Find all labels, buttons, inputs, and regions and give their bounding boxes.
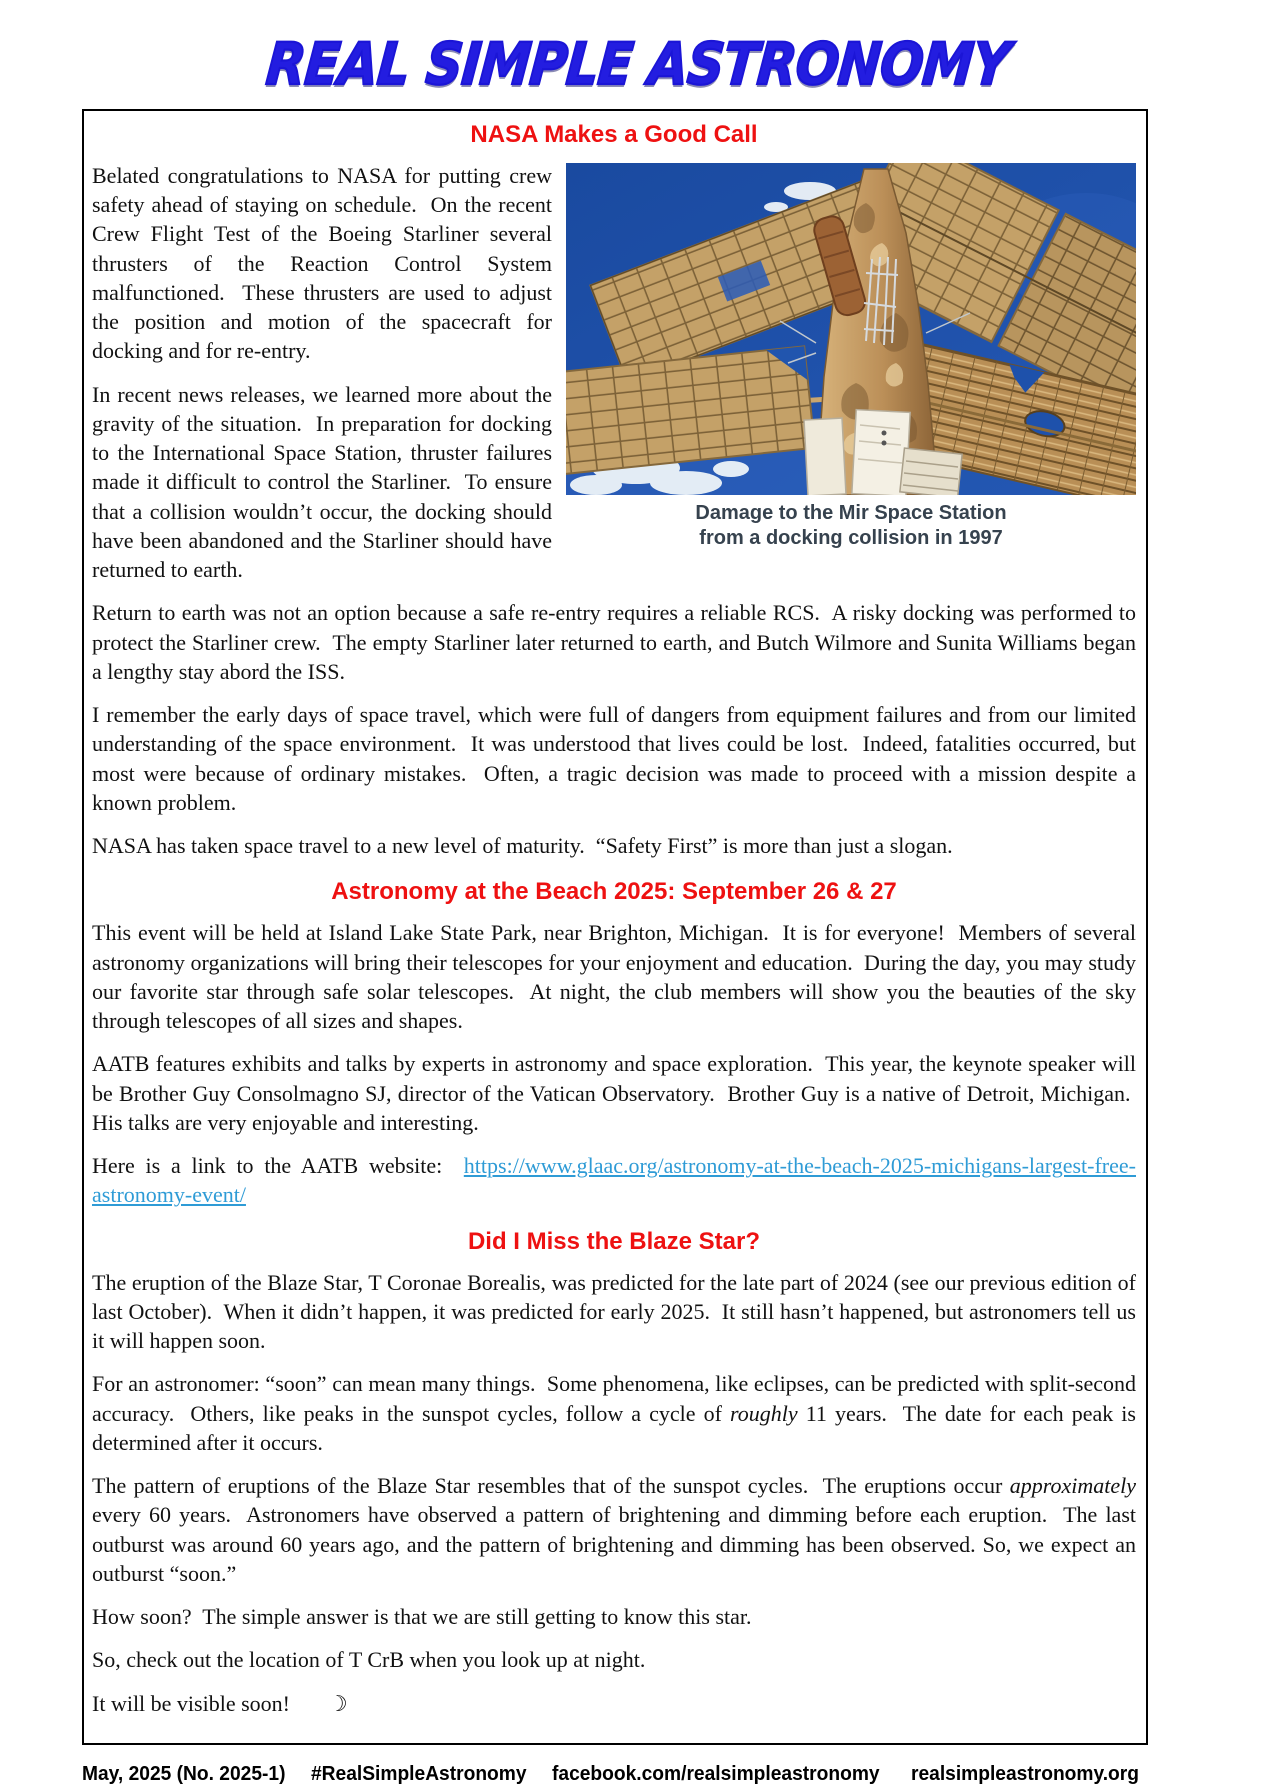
section-heading-blaze-star: Did I Miss the Blaze Star? [467,1227,761,1255]
footer-hashtag: #RealSimpleAstronomy [310,1762,527,1785]
article2-paragraph-1: This event will be held at Island Lake State Park, near Brighton, Michigan. It is for everyone! Members of several astronomy organizations will bring their telescopes for your enjoyment and education. During the day, you may study our favorite star through safe solar telescopes. At night, the club members will show you the beauties of the sky through telescopes of all sizes and shapes. [92,920,1136,1034]
link-intro-text: Here is a link to the AATB website: [92,1153,464,1179]
crescent-moon-icon: ☽ [327,1691,348,1717]
article2-paragraph-2: AATB features exhibits and talks by experts in astronomy and space exploration. This year, the keynote speaker will be Brother Guy Consolmagno SJ, director of the Vatican Observatory. Brother Guy is a native of Detroit, Michigan. His talks are very enjoyable and interesting. [92,1051,1136,1135]
footer-website-url: realsimpleastronomy.org [910,1762,1139,1785]
article3-paragraph-6: It will be visible soon! ☽ [92,1690,348,1717]
masthead [0,0,1275,98]
mir-photo-illustration [566,163,1136,495]
italic-roughly: roughly [730,1400,798,1426]
page-footer [82,1763,1148,1786]
article3-paragraph-1: The eruption of the Blaze Star, T Coronae Borealis, was predicted for the late part of 2024 (see our previous edition of last October). When it didn’t happen, it was predicted for early 2025. It still hasn’t happened, but astronomers tell us it will happen soon. [92,1269,1136,1354]
article3-paragraph-3: The pattern of eruptions of the Blaze Star resembles that of the sunspot cycles. The eruptions occur approximately every 60 years. Astronomers have observed a pattern of brightening and dimming before each eruption. The last outburst was around 60 years ago, and the pattern of brightening and dimming has been observed. So, we expect an outburst “soon.” [92,1473,1136,1586]
article3-paragraph-2: For an astronomer: “soon” can mean many things. Some phenomena, like eclipses, can be predicted with split-second accuracy. Others, like peaks in the sunspot cycles, follow a cycle of roughly 11 years. The date for each peak is determined after it occurs. [92,1371,1136,1455]
aatb-website-link[interactable]: https://www.glaac.org/astronomy-at-the-beach-2025-michigans-largest-free-astronomy-event/ [92,1153,1136,1208]
section-heading-nasa: NASA Makes a Good Call [470,120,758,148]
footer-issue: May, 2025 (No. 2025-1) [82,1762,286,1785]
article2-link-paragraph [92,1151,1136,1210]
italic-approximately: approximately [1009,1473,1136,1499]
mir-photo-caption: Damage to the Mir Space Station from a docking collision in 1997 [695,501,1007,549]
article1-paragraph-1: Belated congratulations to NASA for putting crew safety ahead of staying on schedule. On the recent Crew Flight Test of the Boeing Starliner several thrusters of the Reaction Control System malfunctioned. These thrusters are used to adjust the position and motion of the spacecraft for docking and for re-entry. [92,162,552,364]
newsletter-title: REAL SIMPLE ASTRONOMY [263,30,1012,98]
section-heading-aatb: Astronomy at the Beach 2025: September 26 & 27 [331,878,897,906]
mir-photo [566,163,1136,551]
article1-paragraph-5: NASA has taken space travel to a new level of maturity. “Safety First” is more than just a slogan. [92,833,953,859]
article3-paragraph-5: So, check out the location of T CrB when you look up at night. [92,1647,646,1673]
footer-facebook-url: facebook.com/realsimpleastronomy [552,1762,880,1785]
article1-paragraph-4: I remember the early days of space travel, which were full of dangers from equipment failures and from our limited understanding of the space environment. It was understood that lives could be lost. Indeed, fatalities occurred, but most were because of ordinary mistakes. Often, a tragic decision was made to proceed with a mission despite a known problem. [92,702,1136,815]
article1-paragraph-3: Return to earth was not an option because a safe re-entry requires a reliable RCS. A risky docking was performed to protect the Starliner crew. The empty Starliner later returned to earth, and Butch Wilmore and Sunita Williams began a lengthy stay abord the ISS. [92,600,1136,684]
article3-paragraph-4: How soon? The simple answer is that we are still getting to know this star. [92,1604,752,1630]
newsletter-body-box [82,109,1148,1745]
article1-paragraph-2: In recent news releases, we learned more about the gravity of the situation. In preparation for docking to the International Space Station, thruster failures made it difficult to control the Starliner. To ensure that a collision wouldn’t occur, the docking should have been abandoned and the Starliner should have returned to earth. [92,381,552,583]
